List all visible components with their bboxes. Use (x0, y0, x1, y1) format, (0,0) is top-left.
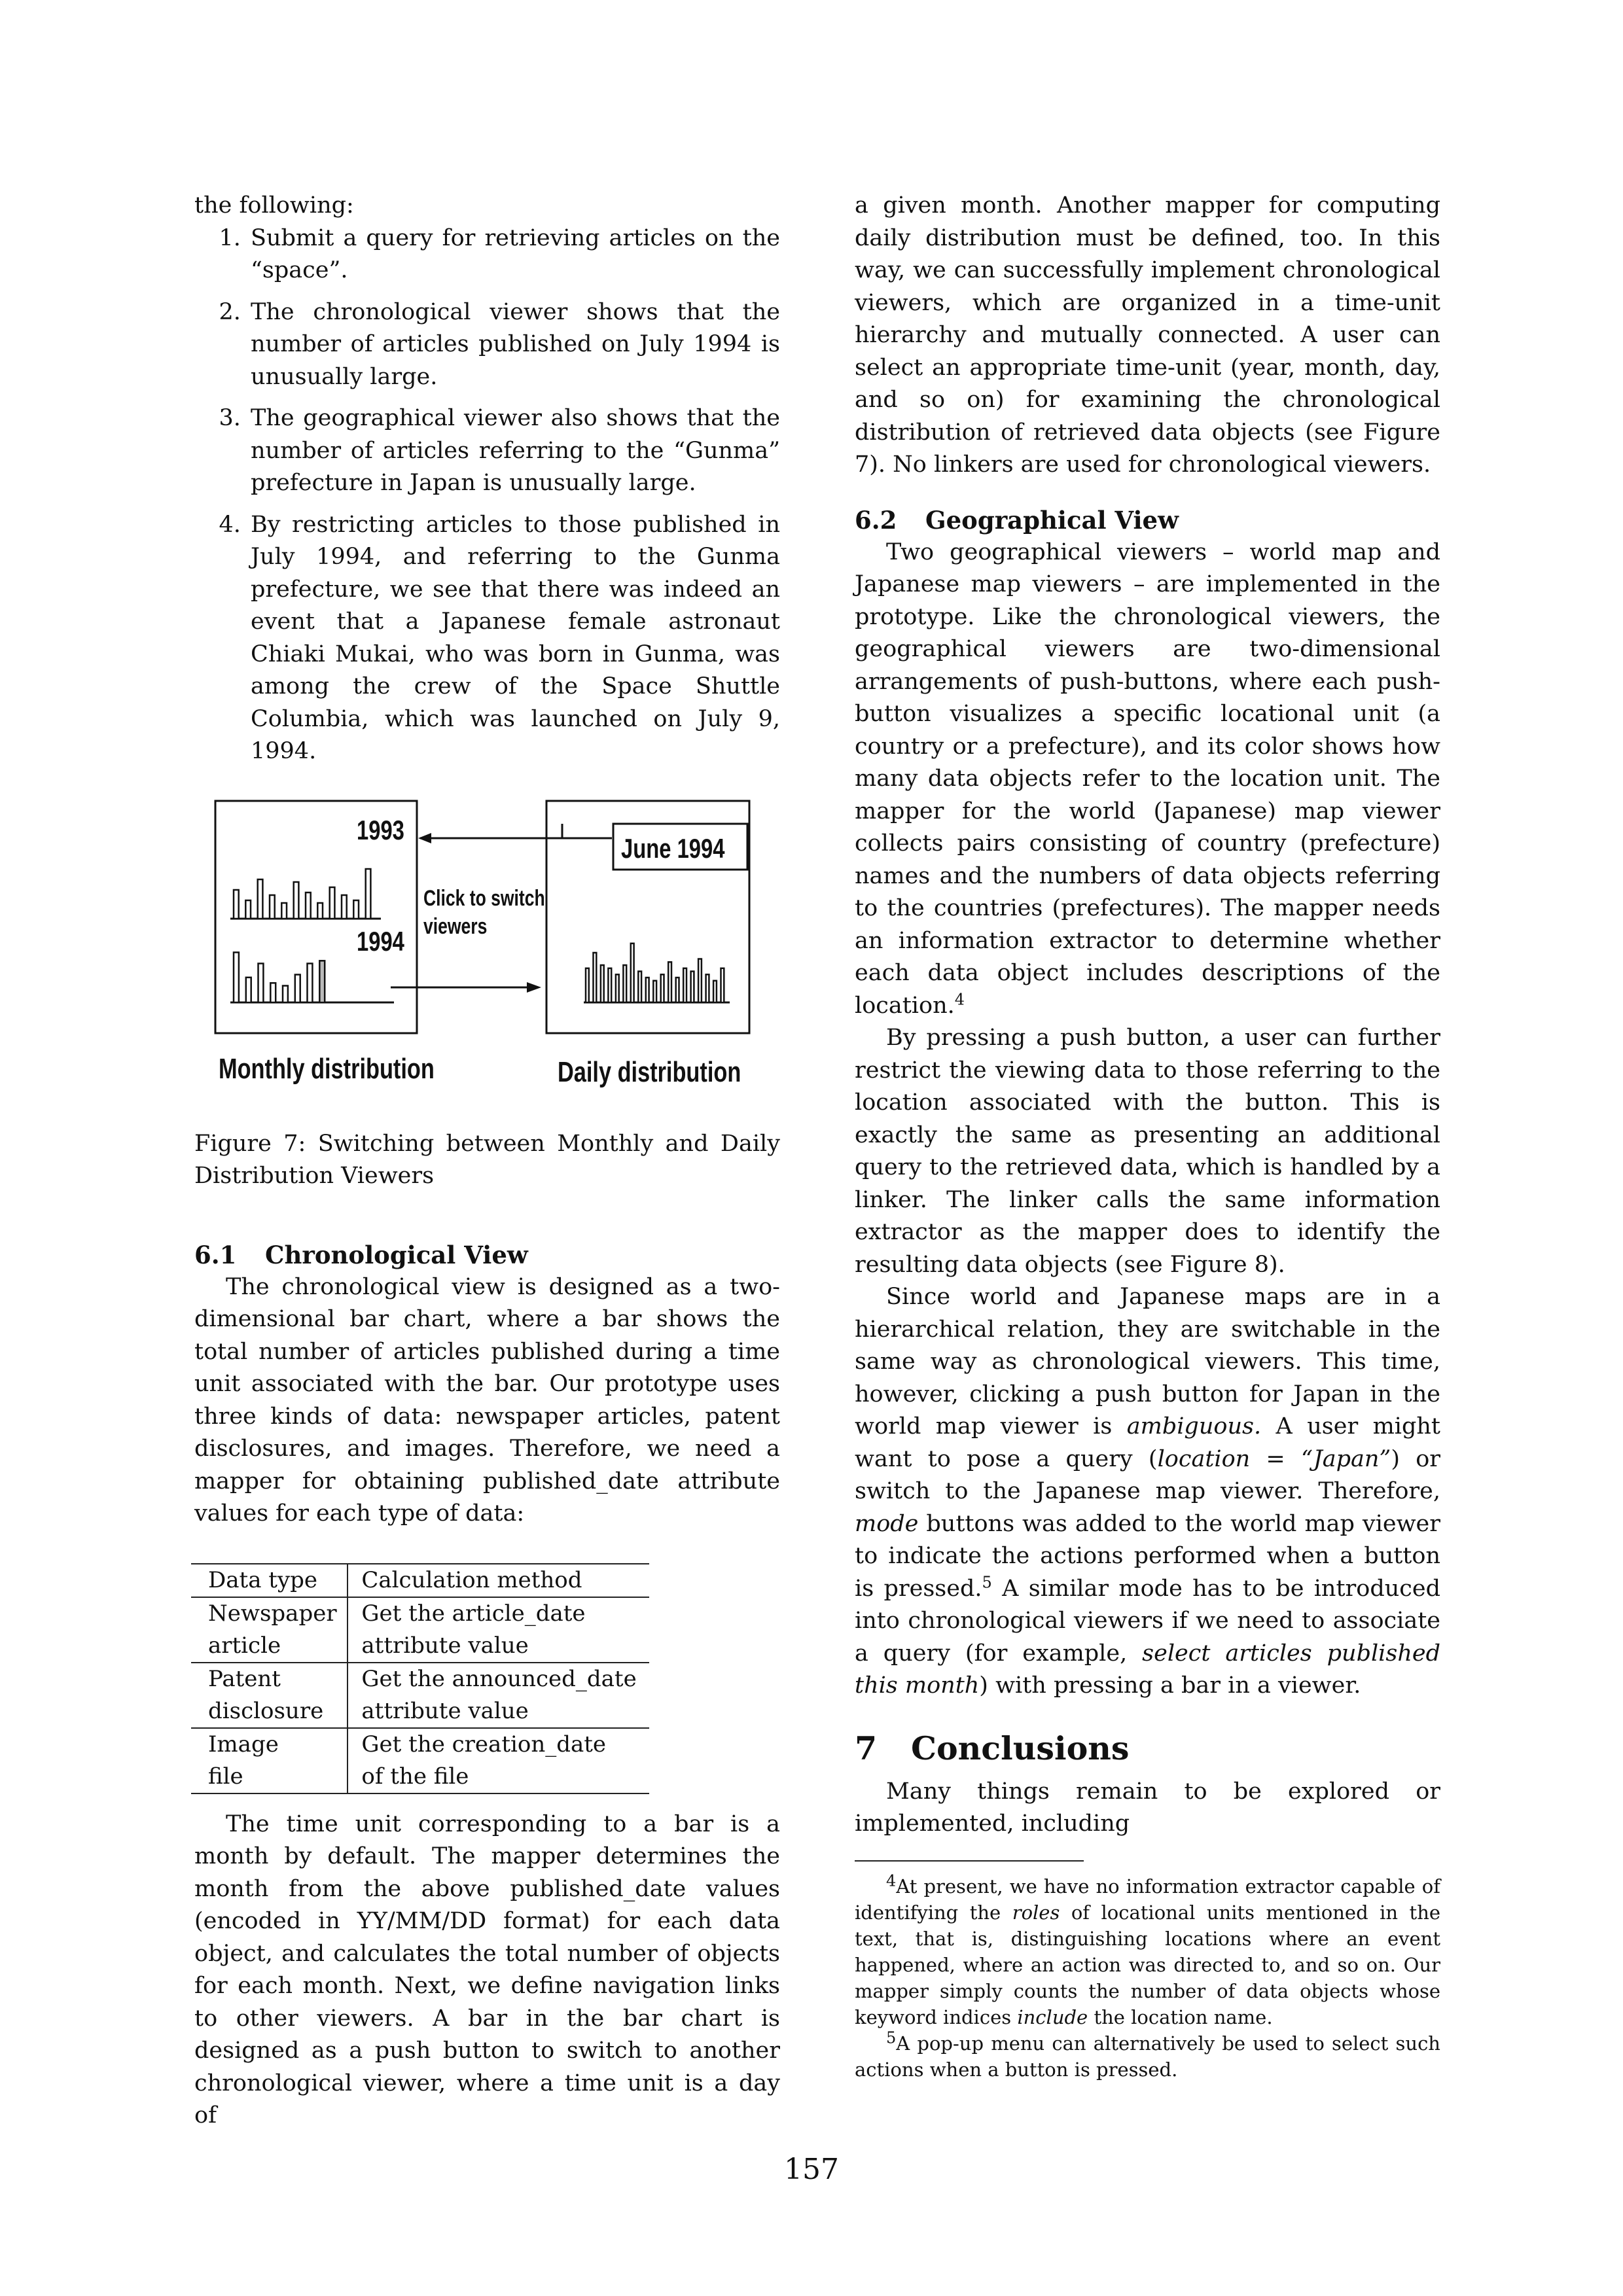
table-cell: disclosure (191, 1695, 348, 1728)
emphasis: mode (855, 1510, 919, 1537)
list-item: 2. The chronological viewer shows that the number of articles published on July 1994 is unusually large. (248, 296, 780, 394)
monthly-1993-bar[interactable] (281, 903, 287, 919)
section-number: 6.2 (855, 505, 897, 535)
table-cell: file (191, 1761, 348, 1793)
paragraph: a given month. Another mapper for computing daily distribution must be defined, too. In this way, we can successfully implement chronological viewers, which are organized in a time-unit hierarchy and mutually connected. A user can select an appropriate time-unit (year, month, day, and so on) for examining the chronological distribution of retrieved data objects (see Figure 7). No linkers are used for chronological viewers. (855, 192, 1440, 478)
daily-bar[interactable] (601, 965, 604, 1002)
arrow-head-left (418, 833, 431, 843)
label-daily-distribution: Daily distribution (558, 1055, 741, 1088)
daily-bar[interactable] (683, 968, 687, 1002)
table-row (191, 1695, 649, 1728)
label-1994: 1994 (357, 925, 404, 957)
footnote-text: At present, we have no information extractor capable of identifying the (855, 1875, 1440, 1924)
daily-bar[interactable] (594, 953, 597, 1002)
table-cell: Image (191, 1728, 348, 1761)
daily-bar[interactable] (713, 980, 717, 1002)
paragraph: The time unit corresponding to a bar is a month by default. The mapper determines the month from the above published_date values (encoded in YY/MM/DD format) for each data object, and calculates the total number of objects for each month. Next, we define navigation links to other viewers. A bar in the bar chart is designed as a push button to switch to another chronological viewer, where a time unit is a day of (194, 1810, 780, 2128)
daily-bar[interactable] (586, 968, 589, 1002)
monthly-1993-bar[interactable] (366, 869, 371, 919)
paragraph-text: A user might want to pose a query ( (855, 1413, 1440, 1472)
daily-bar[interactable] (631, 943, 634, 1002)
monthly-1993-bar[interactable] (353, 900, 359, 919)
section-heading-6-1 (194, 1239, 780, 1271)
paragraph (855, 1281, 1440, 1703)
daily-bars (586, 943, 724, 1002)
monthly-1993-bar[interactable] (306, 892, 311, 919)
footnote-number: 4 (886, 1871, 897, 1890)
paragraph-text: ) or switch to the Japanese map viewer. Therefore, (855, 1445, 1441, 1504)
label-viewers: viewers (423, 913, 488, 939)
paragraph: Many things remain to be explored or implemented, including (855, 1778, 1440, 1837)
paragraph (855, 537, 1440, 1023)
daily-bar[interactable] (646, 978, 649, 1002)
footnote-text: A pop-up menu can alternatively be used to select such actions when a button is pressed. (855, 2032, 1440, 2081)
label-june-1994: June 1994 (621, 832, 725, 864)
monthly-1994-bar[interactable] (283, 985, 288, 1002)
table-row (191, 1728, 649, 1761)
monthly-1993-bar[interactable] (294, 882, 299, 919)
monthly-1994-bar[interactable] (234, 952, 239, 1002)
footnote-5 (855, 2030, 1440, 2083)
daily-bar[interactable] (638, 971, 641, 1002)
monthly-1993-bar[interactable] (342, 895, 347, 919)
page-number: 157 (784, 2153, 839, 2186)
emphasis: select articles published this month (855, 1640, 1440, 1699)
emphasis: location = “Japan” (1157, 1445, 1391, 1472)
list-item: 4. By restricting articles to those published in July 1994, and referring to the Gunma prefecture, we see that there was indeed an event that a Japanese female astronaut Chiaki Mukai, who was born in Gunma, was among the crew of the Space Shuttle Columbia, which was launched on July 9, 1994. (248, 509, 780, 768)
monthly-1993-bar[interactable] (258, 879, 263, 919)
monthly-1994-bar[interactable] (259, 963, 264, 1002)
paragraph: The chronological view is designed as a two-dimensional bar chart, where a bar shows the total number of articles published during a time unit associated with the bar. Our prototype uses three kinds of data: newspaper articles, patent disclosures, and images. Therefore, we need a mapper for obtaining published_date attribute values for each type of data: (194, 1273, 780, 1527)
label-click-to-switch: Click to switch (423, 885, 545, 911)
monthly-1994-bar[interactable] (295, 974, 300, 1002)
table-cell: article (191, 1630, 348, 1663)
daily-bar[interactable] (691, 971, 694, 1002)
monthly-1993-bar[interactable] (330, 887, 335, 919)
table-row (191, 1761, 649, 1793)
daily-bar[interactable] (653, 980, 656, 1002)
monthly-1993-bar[interactable] (245, 900, 251, 919)
monthly-1994-bar[interactable] (308, 963, 313, 1002)
monthly-1994-bar[interactable] (246, 977, 251, 1002)
daily-bar[interactable] (676, 978, 679, 1002)
table-cell: Newspaper (191, 1597, 348, 1630)
daily-bar[interactable] (706, 974, 709, 1002)
right-column (855, 190, 1440, 2083)
paragraph-text: Two geographical viewers – world map and Japanese map viewers – are implemented in the prototype. Like the chronological viewers, the geographical viewers are two-dimensional arrangements of push-buttons, where each push-button visualizes a specific locational unit (a country or a prefecture), and its color shows how many data objects refer to the location unit. The mapper for the world (Japanese) map viewer collects pairs consisting of country (prefecture) names and the numbers of data objects referring to the countries (prefectures). The mapper needs an information extractor to determine whether each data object includes descriptions of the location. (855, 539, 1440, 1019)
table-header-cell: Data type (191, 1564, 348, 1597)
monthly-1993-bar[interactable] (317, 903, 323, 919)
steps-list (194, 222, 780, 768)
table-cell: of the file (348, 1761, 649, 1793)
arrow-head-right (527, 982, 541, 993)
label-monthly-distribution: Monthly distribution (219, 1052, 435, 1085)
table-cell: Get the creation_date (348, 1728, 649, 1761)
paragraph: By pressing a push button, a user can further restrict the viewing data to those referring to the location associated with the button. This is exactly the same as presenting an additional query to the retrieved data, which is handled by a linker. The linker calls the same information extractor as the mapper does to identify the resulting data objects (see Figure 8). (855, 1025, 1440, 1278)
footnote-ref-4: 4 (954, 989, 965, 1008)
left-column (194, 190, 780, 2132)
paragraph-text: buttons was added to the world map viewer to indicate the actions performed when a button is pressed. (855, 1510, 1440, 1602)
monthly-1994-bar[interactable] (270, 983, 276, 1002)
monthly-1994-bar[interactable] (319, 961, 325, 1002)
table-row (191, 1663, 649, 1695)
daily-bar[interactable] (721, 968, 724, 1002)
footnote-4 (855, 1873, 1440, 2030)
section-title: Chronological View (265, 1240, 528, 1269)
list-item: 1. Submit a query for retrieving articles on the “space”. (248, 222, 780, 287)
daily-bar[interactable] (668, 962, 671, 1002)
daily-bar[interactable] (623, 965, 626, 1002)
section-heading-7 (855, 1729, 1440, 1768)
table-cell: Get the announced_date (348, 1663, 649, 1695)
figure-caption: Figure 7: Switching between Monthly and Daily Distribution Viewers (194, 1130, 780, 1189)
emphasis: ambiguous. (1126, 1413, 1262, 1439)
table-row (191, 1630, 649, 1663)
footnote-text: of locational units mentioned in the text, that is, distinguishing locations where an event happened, where an action was directed to, and so on. Our mapper simply counts the number of data objects whose keyword indices (855, 1901, 1441, 2028)
intro-text: the following: (194, 192, 354, 219)
table-cell: attribute value (361, 1632, 529, 1659)
daily-bar[interactable] (661, 974, 664, 1002)
table-cell: attribute value (361, 1697, 529, 1724)
daily-bar[interactable] (608, 968, 611, 1002)
section-title: Conclusions (911, 1729, 1130, 1767)
daily-bar[interactable] (698, 959, 702, 1002)
footnote-number: 5 (886, 2028, 897, 2047)
emphasis: roles (1012, 1901, 1060, 1924)
emphasis: include (1017, 2005, 1088, 2028)
table-header-row (191, 1564, 649, 1597)
footnote-ref-5: 5 (982, 1572, 992, 1591)
table-cell: Get the article_date (361, 1600, 586, 1627)
section-number: 7 (855, 1729, 878, 1767)
monthly-1993-bars (234, 869, 370, 919)
footnote-rule (855, 1860, 1084, 1862)
footnote-text: the location name. (1094, 2005, 1273, 2028)
table-cell: Patent (191, 1663, 348, 1695)
table-header-cell: Calculation method (348, 1564, 649, 1597)
table-row (191, 1597, 649, 1630)
monthly-1993-bar[interactable] (234, 890, 239, 919)
section-number: 6.1 (194, 1240, 237, 1269)
footnotes (855, 1873, 1440, 2083)
section-heading-6-2 (855, 504, 1440, 537)
paragraph-text: Since world and Japanese maps are in a hierarchical relation, they are switchable in the same way as chronological viewers. This time, however, clicking a push button for Japan in the world map viewer is (855, 1284, 1440, 1439)
monthly-1993-bar[interactable] (270, 895, 275, 919)
monthly-1994-bars (234, 952, 325, 1002)
label-1993: 1993 (357, 814, 404, 845)
paragraph-text: ) with pressing a bar in a viewer. (979, 1672, 1361, 1699)
section-title: Geographical View (925, 505, 1179, 535)
figure-7 (194, 794, 780, 1108)
list-item: 3. The geographical viewer also shows that the number of articles referring to the “Gunma” prefecture in Japan is unusually large. (248, 402, 780, 500)
paragraph-text: A similar mode has to be introduced into chronological viewers if we need to associate a query (for example, (855, 1575, 1440, 1667)
daily-bar[interactable] (616, 974, 619, 1002)
data-type-table (191, 1563, 649, 1794)
